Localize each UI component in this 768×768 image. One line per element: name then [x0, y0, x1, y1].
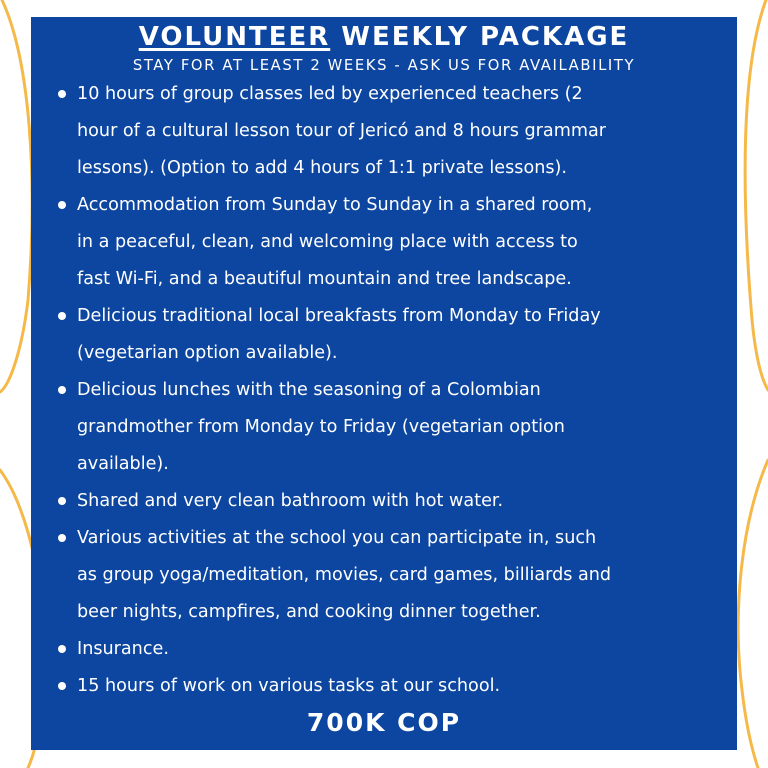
item-line: Insurance.: [77, 639, 169, 659]
item-line: Shared and very clean bathroom with hot water.: [77, 491, 504, 511]
item-line: as group yoga/meditation, movies, card games, billiards and: [77, 565, 612, 585]
package-title: [39, 19, 729, 55]
item-line: Delicious lunches with the seasoning of a Colombian: [77, 380, 541, 400]
list-item: [67, 483, 729, 520]
item-line: hour of a cultural lesson tour of Jericó and 8 hours grammar: [77, 121, 606, 141]
item-line: (vegetarian option available).: [77, 343, 338, 363]
item-line: lessons). (Option to add 4 hours of 1:1 private lessons).: [77, 158, 567, 178]
list-item: [67, 372, 729, 483]
item-line: grandmother from Monday to Friday (vegetarian option: [77, 417, 565, 437]
item-line: in a peaceful, clean, and welcoming place with access to: [77, 232, 578, 252]
item-line: beer nights, campfires, and cooking dinner together.: [77, 602, 541, 622]
package-price: 700K COP: [306, 708, 462, 737]
right-curve-bottom: [738, 460, 768, 768]
item-line: Various activities at the school you can participate in, such: [77, 528, 597, 548]
item-line: 10 hours of group classes led by experienced teachers (2: [77, 84, 583, 104]
item-line: 15 hours of work on various tasks at our school.: [77, 676, 501, 696]
list-item: [67, 298, 729, 372]
item-line: available).: [77, 454, 169, 474]
right-curve-top: [745, 0, 768, 390]
item-line: Accommodation from Sunday to Sunday in a shared room,: [77, 195, 593, 215]
package-subtitle: STAY FOR AT LEAST 2 WEEKS - ASK US FOR AVAILABILITY: [132, 57, 636, 74]
package-panel: [31, 17, 737, 750]
package-items-list: [67, 76, 729, 705]
list-item: [67, 76, 729, 187]
list-item: [67, 187, 729, 298]
list-item: [67, 520, 729, 631]
item-line: Delicious traditional local breakfasts from Monday to Friday: [77, 306, 601, 326]
left-curve-top: [0, 0, 32, 392]
item-line: fast Wi-Fi, and a beautiful mountain and tree landscape.: [77, 269, 572, 289]
list-item: [67, 631, 729, 668]
title-rest: WEEKLY PACKAGE: [330, 22, 630, 52]
list-item: [67, 668, 729, 705]
title-highlight: VOLUNTEER: [138, 22, 331, 52]
